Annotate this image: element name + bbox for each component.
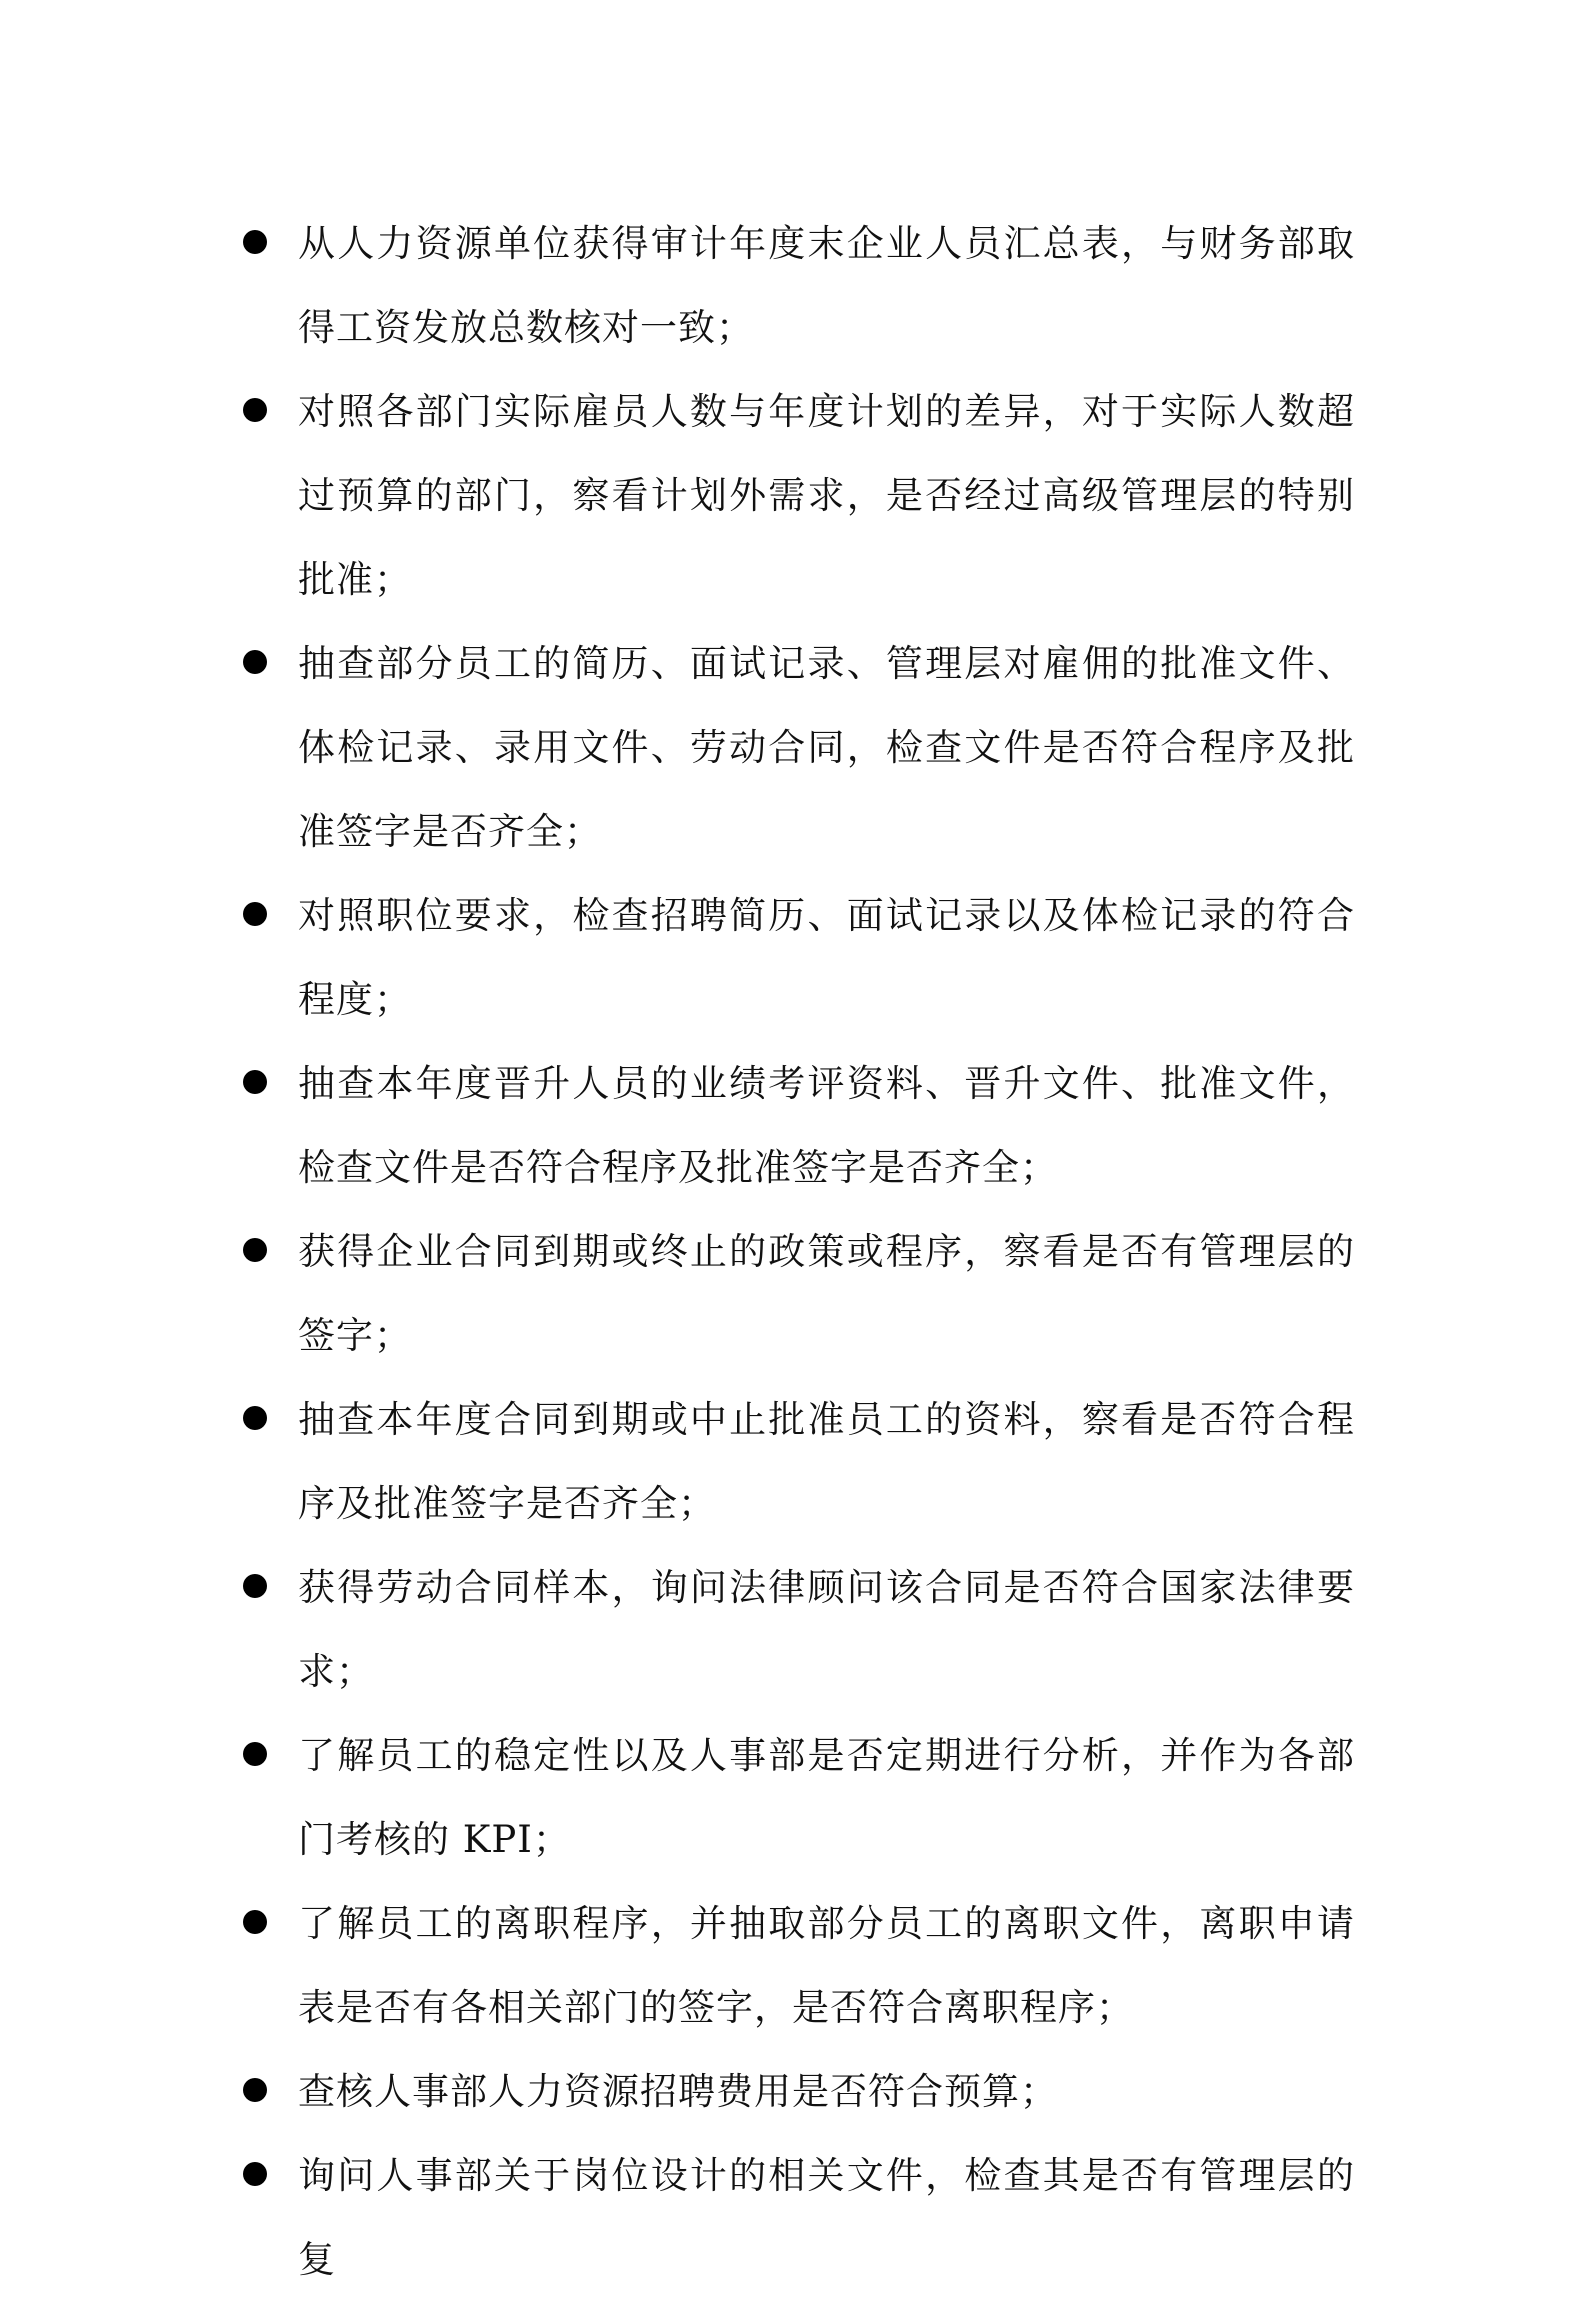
- list-item-text: 抽查本年度晋升人员的业绩考评资料、晋升文件、批准文件，检查文件是否符合程序及批准签字是否齐全；: [298, 1062, 1355, 1189]
- list-item-text: 对照职位要求，检查招聘简历、面试记录以及体检记录的符合程度；: [298, 894, 1355, 1021]
- bullet-icon: [243, 2162, 267, 2186]
- list-item-text: 了解员工的稳定性以及人事部是否定期进行分析，并作为各部门考核的 KPI；: [298, 1734, 1355, 1861]
- bullet-icon: [243, 398, 267, 422]
- bullet-icon: [243, 902, 267, 926]
- list-item-text: 获得劳动合同样本，询问法律顾问该合同是否符合国家法律要求；: [298, 1566, 1355, 1693]
- bullet-icon: [243, 1406, 267, 1430]
- bullet-icon: [243, 1070, 267, 1094]
- list-item: [240, 1546, 1355, 1714]
- list-item: [240, 1714, 1355, 1882]
- list-item: [240, 202, 1355, 370]
- list-item-text: 从人力资源单位获得审计年度末企业人员汇总表，与财务部取得工资发放总数核对一致；: [298, 222, 1355, 349]
- bullet-icon: [243, 1238, 267, 1262]
- bullet-icon: [243, 1742, 267, 1766]
- list-item-text: 对照各部门实际雇员人数与年度计划的差异，对于实际人数超过预算的部门，察看计划外需求，是否经过高级管理层的特别批准；: [298, 390, 1355, 601]
- list-item: [240, 370, 1355, 622]
- list-item-text: 抽查本年度合同到期或中止批准员工的资料，察看是否符合程序及批准签字是否齐全；: [298, 1398, 1355, 1525]
- list-item-text: 询问人事部关于岗位设计的相关文件，检查其是否有管理层的复: [298, 2154, 1355, 2281]
- list-item: [240, 1378, 1355, 1546]
- list-item-text: 了解员工的离职程序，并抽取部分员工的离职文件，离职申请表是否有各相关部门的签字，是否符合离职程序；: [298, 1902, 1355, 2029]
- list-item: [240, 2134, 1355, 2302]
- list-item-text: 查核人事部人力资源招聘费用是否符合预算；: [298, 2070, 1058, 2113]
- list-item: [240, 2050, 1355, 2134]
- list-item: [240, 622, 1355, 874]
- list-item-text: 抽查部分员工的简历、面试记录、管理层对雇佣的批准文件、体检记录、录用文件、劳动合同，检查文件是否符合程序及批准签字是否齐全；: [298, 642, 1355, 853]
- audit-procedure-list: [240, 202, 1355, 2302]
- list-item: [240, 1042, 1355, 1210]
- list-item: [240, 1882, 1355, 2050]
- bullet-icon: [243, 230, 267, 254]
- bullet-icon: [243, 2078, 267, 2102]
- list-item: [240, 1210, 1355, 1378]
- bullet-icon: [243, 650, 267, 674]
- bullet-icon: [243, 1574, 267, 1598]
- bullet-icon: [243, 1910, 267, 1934]
- list-item-text: 获得企业合同到期或终止的政策或程序，察看是否有管理层的签字；: [298, 1230, 1355, 1357]
- list-item: [240, 874, 1355, 1042]
